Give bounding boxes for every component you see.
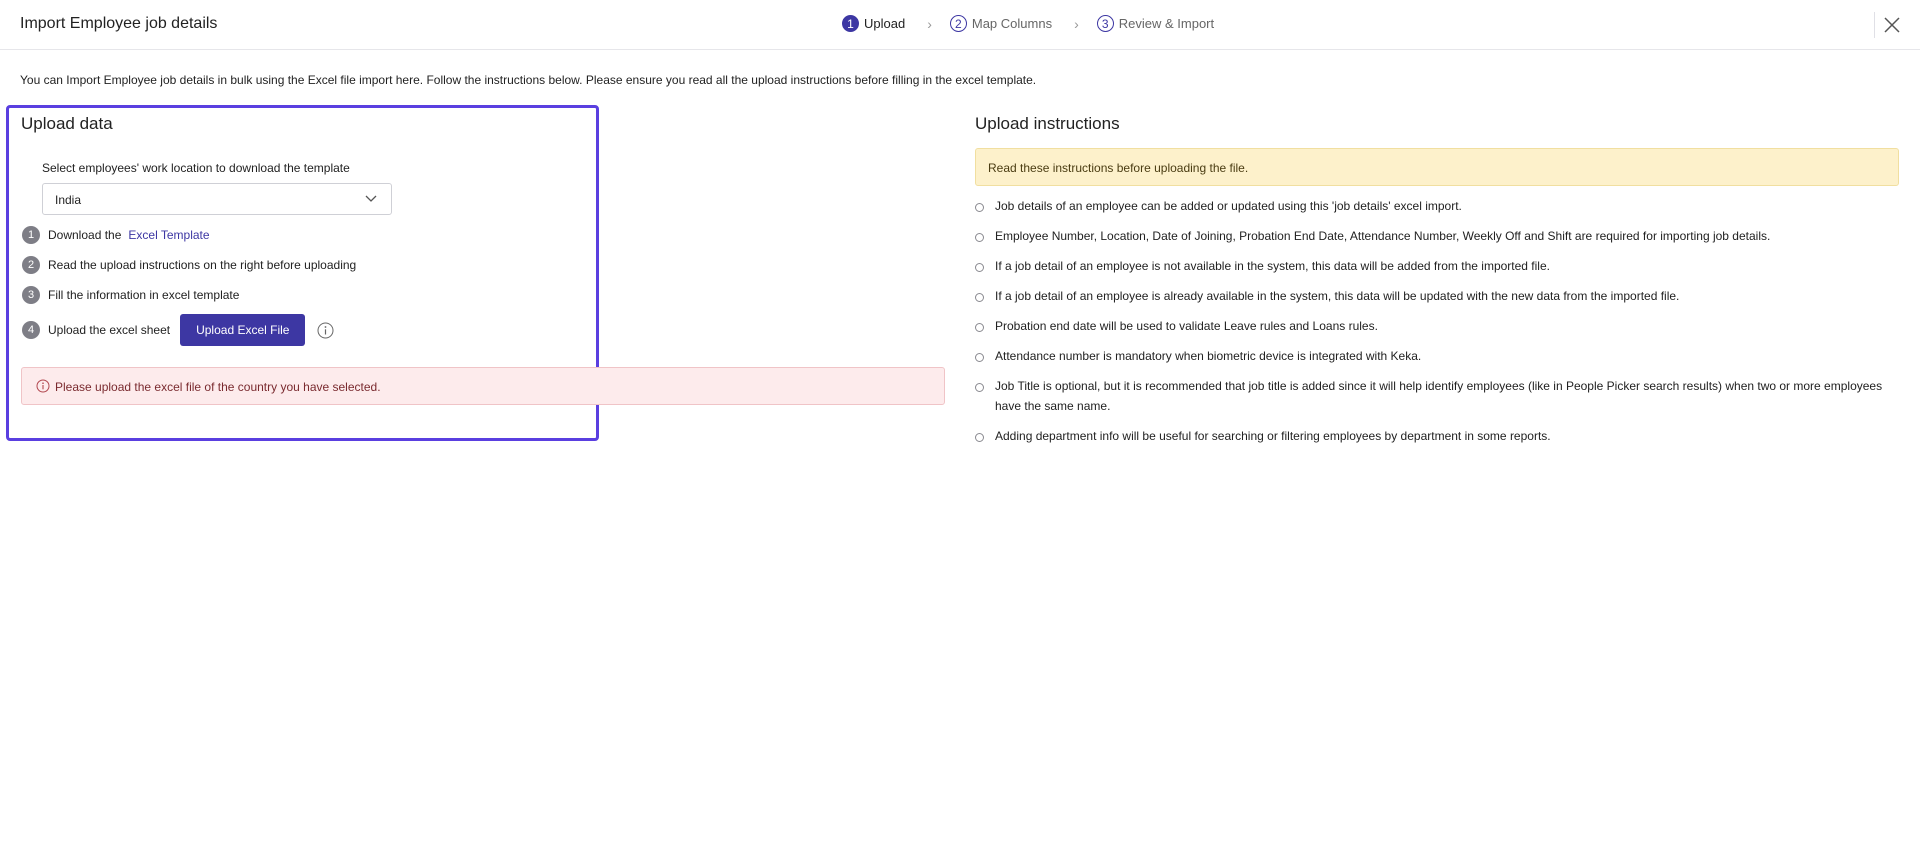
chevron-right-icon: › — [1074, 15, 1079, 32]
step-label: Map Columns — [971, 16, 1053, 31]
bullet-circle-icon — [975, 263, 984, 272]
list-item — [975, 347, 1895, 367]
upload-step-2 — [22, 256, 356, 274]
list-item — [975, 287, 1895, 307]
instructions-title: Upload instructions — [975, 114, 1120, 133]
instruction-text: Adding department info will be useful for searching or filtering employees by department in some reports. — [995, 428, 1551, 443]
location-label: Select employees' work location to download the template — [42, 161, 350, 175]
bullet-circle-icon — [975, 433, 984, 442]
instruction-text: If a job detail of an employee is not available in the system, this data will be added from the imported file. — [995, 259, 1550, 273]
step-badge: 1 — [22, 226, 40, 244]
step-map-columns[interactable] — [950, 15, 1052, 32]
header — [0, 0, 1920, 50]
bullet-circle-icon — [975, 323, 984, 332]
list-item — [975, 257, 1895, 277]
instruction-text: Job Title is optional, but it is recommended that job title is added since it will help identify employees (like in People Picker search results) when two or more employees have the same name. — [995, 379, 1883, 413]
step-text: Download the — [48, 228, 122, 242]
step-text: Upload the excel sheet — [48, 323, 171, 337]
instruction-text: Probation end date will be used to validate Leave rules and Loans rules. — [995, 319, 1378, 333]
step-label: Review & Import — [1118, 16, 1215, 31]
list-item — [975, 427, 1895, 447]
list-item — [975, 227, 1895, 247]
intro-text: You can Import Employee job details in bulk using the Excel file import here. Follow the instructions below. Please ensure you read all the upload instructions before filling in the excel template. — [20, 73, 1037, 87]
bullet-circle-icon — [975, 353, 984, 362]
close-icon — [1884, 17, 1900, 33]
list-item — [975, 197, 1895, 217]
location-select[interactable] — [42, 183, 392, 215]
step-number: 2 — [950, 15, 967, 32]
upload-section-title: Upload data — [21, 114, 113, 133]
warning-text: Read these instructions before uploading the file. — [988, 161, 1249, 175]
page-title: Import Employee job details — [20, 15, 218, 32]
upload-step-1 — [22, 226, 210, 244]
chevron-down-icon — [365, 195, 377, 203]
upload-step-3 — [22, 286, 239, 304]
step-label: Upload — [864, 16, 906, 31]
bullet-circle-icon — [975, 203, 984, 212]
step-badge: 4 — [22, 321, 40, 339]
step-review-import[interactable] — [1097, 15, 1214, 32]
close-button[interactable] — [1874, 12, 1900, 38]
bullet-circle-icon — [975, 233, 984, 242]
error-text: Please upload the excel file of the country you have selected. — [55, 380, 381, 394]
list-item — [975, 377, 1895, 416]
stepper — [842, 15, 1214, 32]
excel-template-link[interactable]: Excel Template — [128, 228, 210, 242]
instruction-text: Attendance number is mandatory when biometric device is integrated with Keka. — [995, 349, 1422, 363]
step-number: 1 — [842, 15, 859, 32]
instructions-list — [975, 197, 1895, 457]
location-select-value: India — [55, 193, 82, 207]
step-upload[interactable] — [842, 15, 905, 32]
step-text: Fill the information in excel template — [48, 288, 240, 302]
step-badge: 2 — [22, 256, 40, 274]
step-text: Read the upload instructions on the right before uploading — [48, 258, 357, 272]
error-alert — [21, 367, 945, 405]
instruction-text: Job details of an employee can be added or updated using this 'job details' excel import. — [995, 199, 1462, 213]
bullet-circle-icon — [975, 293, 984, 302]
upload-excel-button[interactable]: Upload Excel File — [180, 314, 305, 346]
bullet-circle-icon — [975, 383, 984, 392]
step-number: 3 — [1097, 15, 1114, 32]
step-badge: 3 — [22, 286, 40, 304]
instruction-text: If a job detail of an employee is already available in the system, this data will be updated with the new data from the imported file. — [995, 289, 1680, 303]
info-icon — [36, 379, 50, 393]
info-icon[interactable] — [317, 322, 334, 339]
list-item — [975, 317, 1895, 337]
chevron-right-icon: › — [927, 15, 932, 32]
instruction-text: Employee Number, Location, Date of Joining, Probation End Date, Attendance Number, Weekly Off and Shift are required for importing job details. — [995, 229, 1771, 243]
warning-alert — [975, 148, 1899, 186]
upload-step-4 — [22, 314, 334, 346]
